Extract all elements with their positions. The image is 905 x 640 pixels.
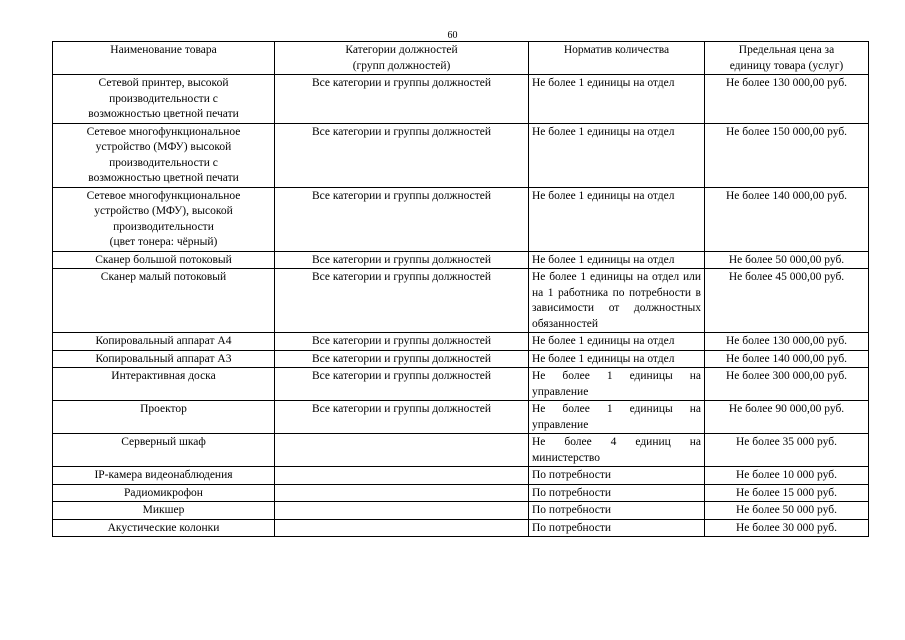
quantity-norm-cell: Не более 1 единицы на отдел bbox=[529, 251, 705, 269]
position-category-cell: Все категории и группы должностей bbox=[275, 269, 529, 333]
price-limit-cell: Не более 15 000 руб. bbox=[705, 484, 869, 502]
position-category-cell bbox=[275, 467, 529, 485]
table-row bbox=[53, 269, 869, 333]
header-quantity-norm: Норматив количества bbox=[529, 42, 705, 75]
product-name-cell: Серверный шкаф bbox=[53, 434, 275, 467]
product-name-cell: Сетевое многофункциональное устройство (МФУ), высокой производительности (цвет тонера: чёрный) bbox=[53, 187, 275, 251]
quantity-norm-cell: Не более 1 единицы на отдел bbox=[529, 75, 705, 124]
table-row bbox=[53, 434, 869, 467]
table-row bbox=[53, 368, 869, 401]
position-category-cell: Все категории и группы должностей bbox=[275, 401, 529, 434]
table-row bbox=[53, 519, 869, 537]
product-name-cell: Копировальный аппарат А3 bbox=[53, 350, 275, 368]
quantity-norm-cell: Не более 1 единицы на отдел или на 1 работника по потребности в зависимости от должностных обязанностей bbox=[529, 269, 705, 333]
table-row bbox=[53, 333, 869, 351]
product-name-cell: Сетевое многофункциональное устройство (МФУ) высокой производительности с возможностью цветной печати bbox=[53, 123, 275, 187]
price-limit-cell: Не более 50 000,00 руб. bbox=[705, 251, 869, 269]
quantity-norm-cell: Не более 1 единицы на отдел bbox=[529, 187, 705, 251]
table-row bbox=[53, 251, 869, 269]
header-position-categories: Категории должностей (групп должностей) bbox=[275, 42, 529, 75]
product-name-cell: Акустические колонки bbox=[53, 519, 275, 537]
quantity-norm-cell: По потребности bbox=[529, 467, 705, 485]
position-category-cell: Все категории и группы должностей bbox=[275, 187, 529, 251]
quantity-norm-cell: Не более 1 единицы на управление bbox=[529, 401, 705, 434]
price-limit-cell: Не более 150 000,00 руб. bbox=[705, 123, 869, 187]
product-name-cell: Радиомикрофон bbox=[53, 484, 275, 502]
product-name-cell: Интерактивная доска bbox=[53, 368, 275, 401]
table-row bbox=[53, 75, 869, 124]
price-limit-cell: Не более 140 000,00 руб. bbox=[705, 350, 869, 368]
position-category-cell: Все категории и группы должностей bbox=[275, 368, 529, 401]
table-body bbox=[53, 75, 869, 537]
price-limit-cell: Не более 300 000,00 руб. bbox=[705, 368, 869, 401]
product-name-cell: Проектор bbox=[53, 401, 275, 434]
price-limit-cell: Не более 45 000,00 руб. bbox=[705, 269, 869, 333]
product-name-cell: Сетевой принтер, высокой производительности с возможностью цветной печати bbox=[53, 75, 275, 124]
position-category-cell: Все категории и группы должностей bbox=[275, 123, 529, 187]
goods-norms-table bbox=[52, 41, 869, 537]
position-category-cell: Все категории и группы должностей bbox=[275, 75, 529, 124]
product-name-cell: Сканер малый потоковый bbox=[53, 269, 275, 333]
quantity-norm-cell: По потребности bbox=[529, 519, 705, 537]
quantity-norm-cell: По потребности bbox=[529, 502, 705, 520]
position-category-cell bbox=[275, 519, 529, 537]
quantity-norm-cell: По потребности bbox=[529, 484, 705, 502]
table-row bbox=[53, 401, 869, 434]
table-row bbox=[53, 350, 869, 368]
header-price-limit: Предельная цена за единицу товара (услуг) bbox=[705, 42, 869, 75]
quantity-norm-cell: Не более 1 единицы на отдел bbox=[529, 350, 705, 368]
price-limit-cell: Не более 140 000,00 руб. bbox=[705, 187, 869, 251]
price-limit-cell: Не более 35 000 руб. bbox=[705, 434, 869, 467]
table-row bbox=[53, 502, 869, 520]
table-row bbox=[53, 484, 869, 502]
table-header-row bbox=[53, 42, 869, 75]
quantity-norm-cell: Не более 1 единицы на управление bbox=[529, 368, 705, 401]
position-category-cell bbox=[275, 484, 529, 502]
position-category-cell: Все категории и группы должностей bbox=[275, 251, 529, 269]
quantity-norm-cell: Не более 1 единицы на отдел bbox=[529, 333, 705, 351]
position-category-cell bbox=[275, 502, 529, 520]
quantity-norm-cell: Не более 1 единицы на отдел bbox=[529, 123, 705, 187]
price-limit-cell: Не более 130 000,00 руб. bbox=[705, 75, 869, 124]
product-name-cell: Копировальный аппарат А4 bbox=[53, 333, 275, 351]
table-row bbox=[53, 123, 869, 187]
price-limit-cell: Не более 30 000 руб. bbox=[705, 519, 869, 537]
page-number: 60 bbox=[447, 30, 458, 41]
position-category-cell: Все категории и группы должностей bbox=[275, 333, 529, 351]
price-limit-cell: Не более 90 000,00 руб. bbox=[705, 401, 869, 434]
price-limit-cell: Не более 130 000,00 руб. bbox=[705, 333, 869, 351]
header-product-name: Наименование товара bbox=[53, 42, 275, 75]
table-row bbox=[53, 467, 869, 485]
product-name-cell: IP-камера видеонаблюдения bbox=[53, 467, 275, 485]
position-category-cell: Все категории и группы должностей bbox=[275, 350, 529, 368]
price-limit-cell: Не более 10 000 руб. bbox=[705, 467, 869, 485]
product-name-cell: Сканер большой потоковый bbox=[53, 251, 275, 269]
product-name-cell: Микшер bbox=[53, 502, 275, 520]
quantity-norm-cell: Не более 4 единиц на министерство bbox=[529, 434, 705, 467]
price-limit-cell: Не более 50 000 руб. bbox=[705, 502, 869, 520]
position-category-cell bbox=[275, 434, 529, 467]
table-row bbox=[53, 187, 869, 251]
